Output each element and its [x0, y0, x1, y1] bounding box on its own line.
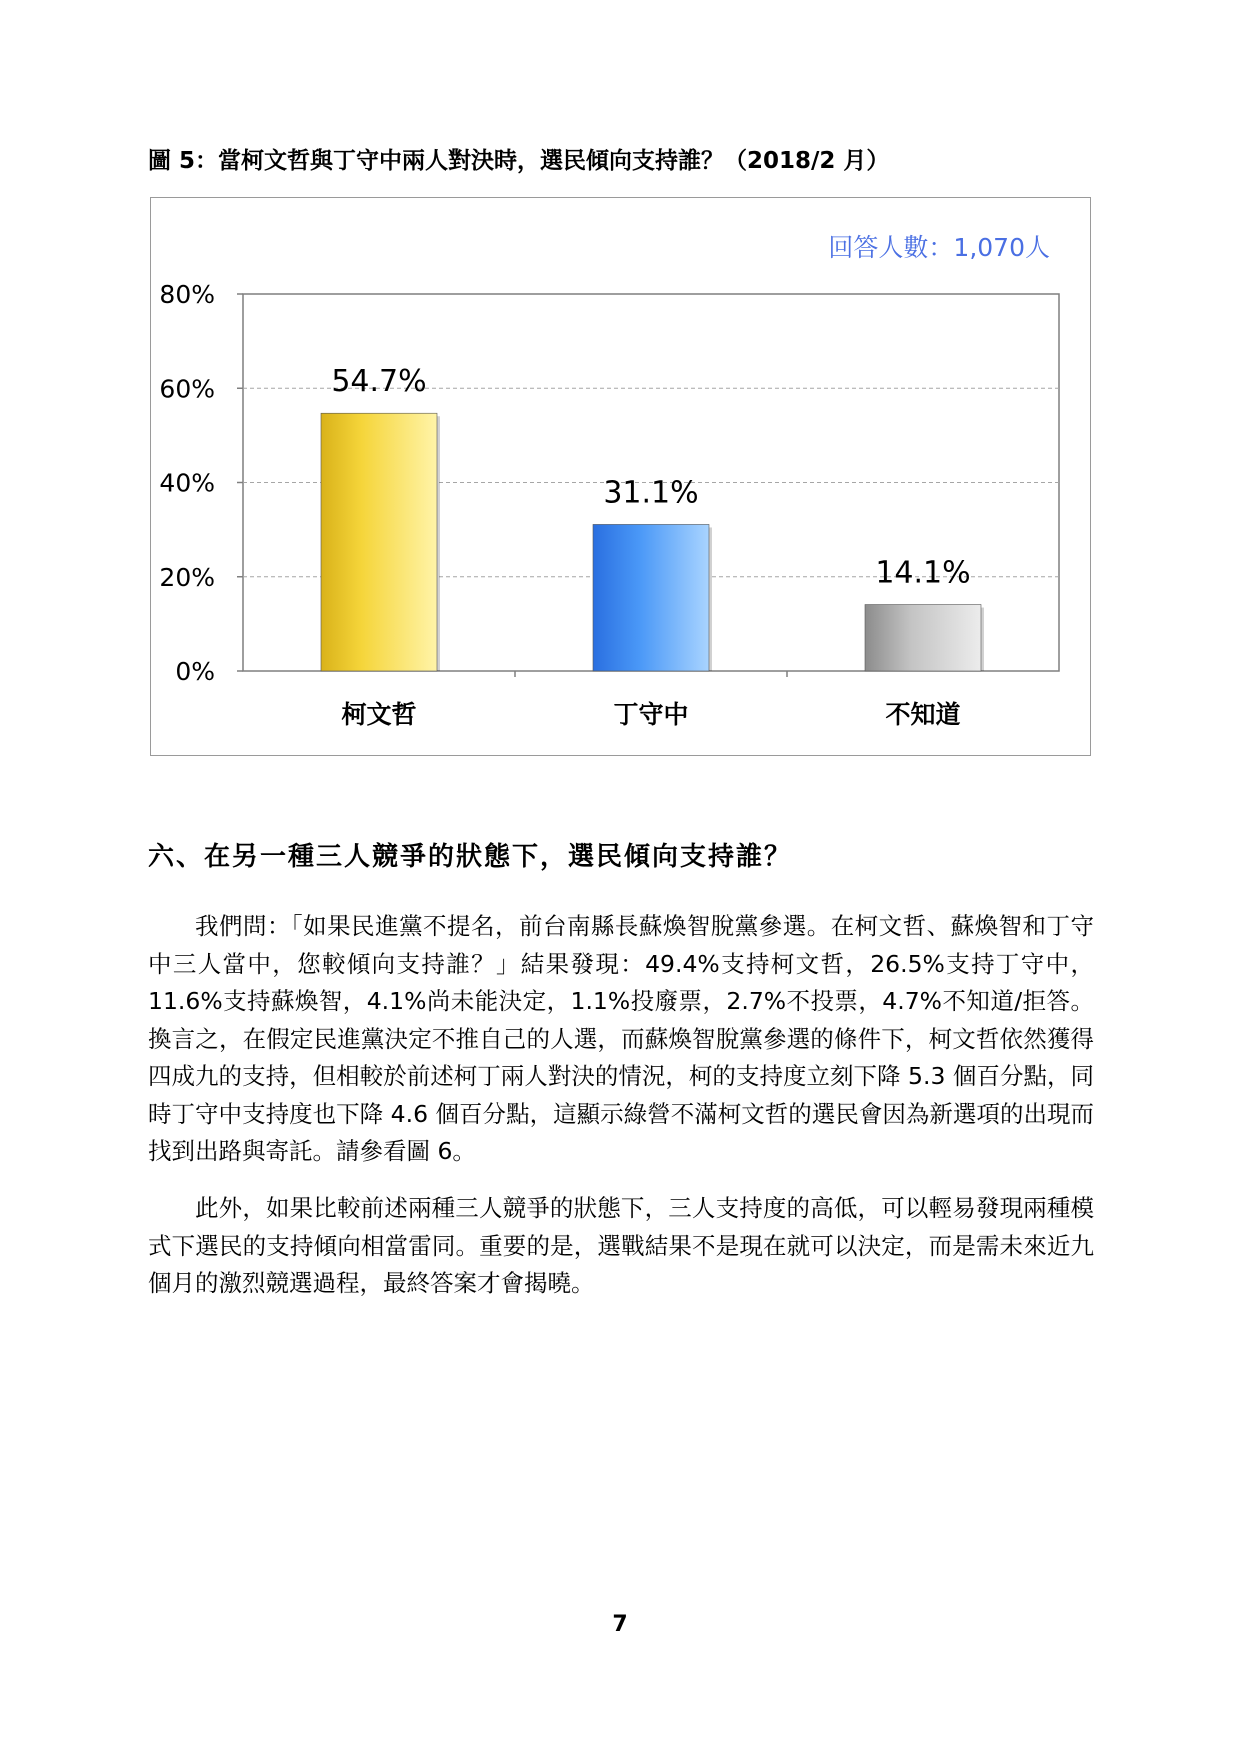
y-tick-label: 80%: [159, 280, 215, 309]
body-paragraph: 此外，如果比較前述兩種三人競爭的狀態下，三人支持度的高低，可以輕易發現兩種模式下選民的支持傾向相當雷同。重要的是，選戰結果不是現在就可以決定，而是需未來近九個月的激烈競選過程，最終答案才會揭曉。: [148, 1194, 1094, 1297]
bar-1: [321, 413, 437, 671]
x-category-label: 柯文哲: [341, 700, 417, 729]
bar-value-label: 14.1%: [875, 555, 971, 591]
chart-canvas: [151, 198, 1092, 757]
bar-2: [593, 524, 709, 671]
bar-value-label: 31.1%: [603, 475, 699, 511]
bar-3: [865, 605, 981, 671]
figure-caption: 圖 5：當柯文哲與丁守中兩人對決時，選民傾向支持誰？（2018/2 月）: [148, 148, 890, 174]
y-tick-label: 60%: [159, 374, 215, 404]
x-category-label: 丁守中: [613, 700, 689, 729]
page-number: 7: [612, 1612, 628, 1637]
respondents-count: 回答人數：1,070人: [828, 233, 1050, 262]
body-paragraph: 我們問：「如果民進黨不提名，前台南縣長蘇煥智脫黨參選。在柯文哲、蘇煥智和丁守中三人當中，您較傾向支持誰？」結果發現：49.4%支持柯文哲，26.5%支持丁守中，11.6%支持蘇煥智，4.1%尚未能決定，1.1%投廢票，2.7%不投票，4.7%不知道/拒答。換言之，在假定民進黨決定不推自己的人選，而蘇煥智脫黨參選的條件下，柯文哲依然獲得四成九的支持，但相較於前述柯丁兩人對決的情況，柯的支持度立刻下降 5.3 個百分點，同時丁守中支持度也下降 4.6 個百分點，這顯示綠營不滿柯文哲的選民會因為新選項的出現而找到出路與寄託。請參看圖 6。: [148, 912, 1094, 1165]
bar-chart: [150, 197, 1091, 756]
y-tick-label: 0%: [175, 657, 215, 686]
x-category-label: 不知道: [885, 700, 961, 729]
y-tick-label: 20%: [159, 562, 215, 592]
section-heading: 六、在另一種三人競爭的狀態下，選民傾向支持誰？: [148, 842, 793, 872]
bar-value-label: 54.7%: [331, 364, 427, 400]
y-tick-label: 40%: [159, 468, 215, 498]
